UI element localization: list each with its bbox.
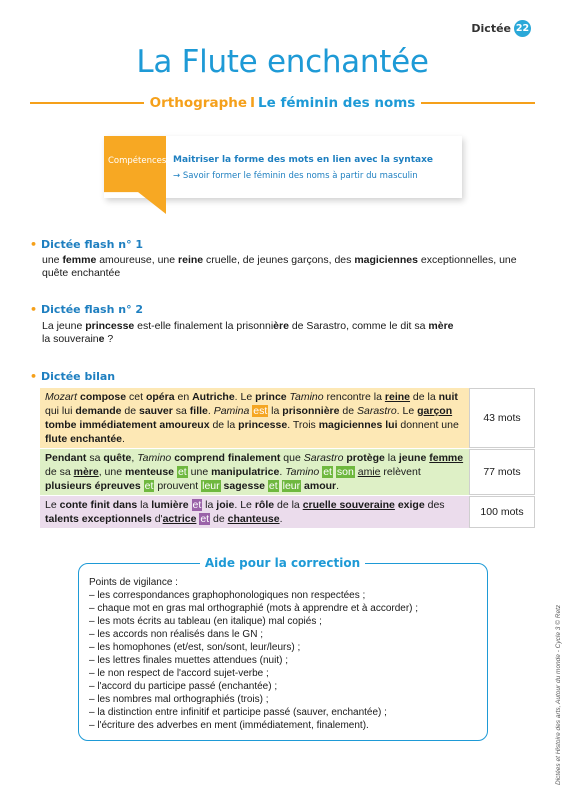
list-item: – le non respect de l'accord sujet-verbe ; <box>89 668 269 679</box>
bilan-title <box>30 370 115 383</box>
flash1-title-text: Dictée flash n° 1 <box>41 238 144 251</box>
bilan-row-3 <box>40 496 535 529</box>
flash2-title-text: Dictée flash n° 2 <box>41 303 144 316</box>
competences-tab <box>104 136 166 214</box>
homophone-highlight: leur <box>202 480 220 492</box>
aide-box <box>78 563 488 741</box>
subtitle-category: Orthographe <box>149 95 248 111</box>
dictee-number-badge: 22 <box>514 20 531 37</box>
bilan-row-2 <box>40 449 535 496</box>
subtitle-separator: I <box>250 95 256 111</box>
bilan-row-2-count: 77 mots <box>469 449 535 495</box>
homophone-highlight: et <box>192 499 202 511</box>
page-title: La Flute enchantée <box>136 44 429 80</box>
list-item: – la distinction entre infinitif et participe passé (sauver, enchantée) ; <box>89 707 387 718</box>
homophone-highlight: et <box>200 513 210 525</box>
list-item: – les lettres finales muettes attendues (nuit) ; <box>89 655 288 666</box>
homophone-highlight: est <box>253 405 268 417</box>
homophone-highlight: et <box>323 466 332 478</box>
flash2-text: La jeune princesse est-elle finalement la prisonnière de Sarastro, comme le dit sa mère la souveraine ? <box>42 320 454 345</box>
list-item: – les correspondances graphophonologiques non respectées ; <box>89 590 366 601</box>
competences-label: Compétences <box>108 156 167 166</box>
list-item: – les nombres mal orthographiés (trois) ; <box>89 694 269 705</box>
dictee-tag <box>471 20 531 37</box>
bilan-row-1-text: Mozart compose cet opéra en Autriche. Le prince Tamino rencontre la reine de la nuit qui lui demande de sauver sa fille. Pamina est la prisonnière de Sarastro. Le garçon tombe immédiatement amoureux de la princesse. Trois magiciennes lui donnent une flute enchantée. <box>40 388 469 448</box>
subtitle-line-left <box>30 102 144 104</box>
bilan-row-1-count: 43 mots <box>469 388 535 448</box>
flash1-text: une femme amoureuse, une reine cruelle, de jeunes garçons, des magiciennes exceptionnelles, une quête enchantée <box>42 254 517 279</box>
homophone-highlight: leur <box>282 480 301 492</box>
aide-list <box>89 576 477 732</box>
copyright-text: Dictées et Histoire des arts, Autour du monde - Cycle 3 © Retz <box>555 604 562 785</box>
list-item: – chaque mot en gras mal orthographié (mots à apprendre et à accorder) ; <box>89 603 419 614</box>
bilan-table <box>40 388 535 529</box>
bullet-icon: • <box>30 303 38 316</box>
competences-main: Maitriser la forme des mots en lien avec la syntaxe <box>173 155 433 165</box>
bullet-icon: • <box>30 370 38 383</box>
subtitle-line-right <box>421 102 535 104</box>
flash1-title <box>30 238 143 251</box>
homophone-highlight: et <box>177 466 187 478</box>
homophone-highlight: et <box>144 480 154 492</box>
bullet-icon: • <box>30 238 38 251</box>
subtitle-topic: Le féminin des noms <box>258 95 416 111</box>
bilan-row-2-text: Pendant sa quête, Tamino comprend finalement que Sarastro protège la jeune femme de sa mère, une menteuse et une manipulatrice. Tamino et son amie relèvent plusieurs épreuves et prouvent leur sagesse et leur amour. <box>40 449 469 495</box>
homophone-highlight: et <box>268 480 278 492</box>
aide-intro: Points de vigilance : <box>89 577 178 588</box>
homophone-highlight: son <box>336 466 354 478</box>
bilan-row-3-count: 100 mots <box>469 496 535 528</box>
list-item: – l'écriture des adverbes en ment (immédiatement, finalement). <box>89 720 369 731</box>
aide-title <box>0 556 565 570</box>
aide-title-text: Aide pour la correction <box>200 556 365 570</box>
bilan-row-1 <box>40 388 535 449</box>
flash2-title <box>30 303 143 316</box>
subtitle-row <box>30 95 535 111</box>
list-item: – les mots écrits au tableau (en italique) mal copiés ; <box>89 616 322 627</box>
copyright-note <box>546 590 560 790</box>
list-item: – les accords non réalisés dans le GN ; <box>89 629 263 640</box>
bilan-title-text: Dictée bilan <box>41 370 116 383</box>
dictee-label: Dictée <box>471 22 511 35</box>
list-item: – l'accord du participe passé (enchantée) ; <box>89 681 278 692</box>
subtitle <box>144 95 422 111</box>
bilan-row-3-text: Le conte finit dans la lumière et la joie. Le rôle de la cruelle souveraine exige des talents exceptionnels d'actrice et de chanteuse. <box>40 496 469 528</box>
list-item: – les homophones (et/est, son/sont, leur/leurs) ; <box>89 642 301 653</box>
competences-sub: → Savoir former le féminin des noms à partir du masculin <box>173 171 418 181</box>
